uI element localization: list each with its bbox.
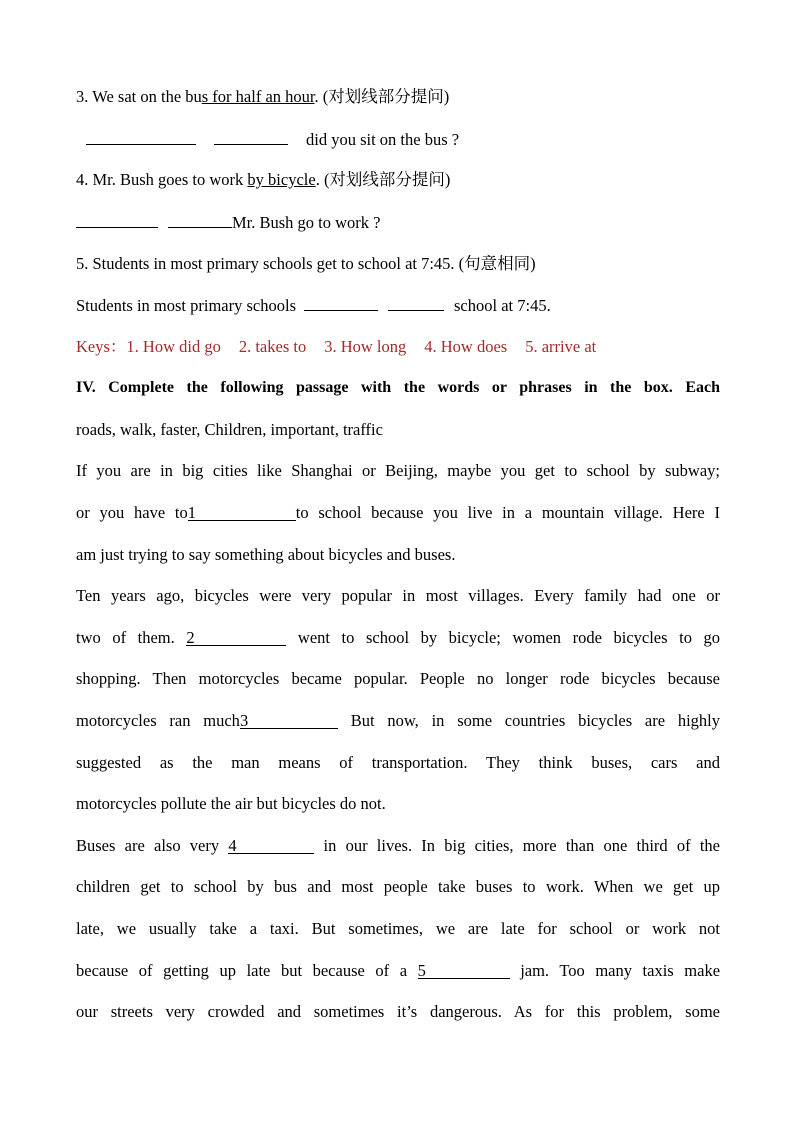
question-4-underlined: by bicycle (247, 170, 316, 189)
answer-keys (76, 336, 596, 358)
passage-line: suggested as the man means of transportation. They think buses, cars and (76, 753, 720, 772)
answer-blank[interactable] (86, 128, 196, 145)
answer-blank[interactable] (304, 294, 378, 311)
passage-line: our streets very crowded and sometimes it’s dangerous. As for this problem, some (76, 1002, 720, 1021)
question-4-text: 4. Mr. Bush goes to work (76, 170, 248, 189)
answer-blank[interactable] (168, 211, 232, 228)
question-3-instruction: . (对划线部分提问) (314, 87, 450, 106)
passage-blank-2[interactable]: 2 (186, 629, 286, 646)
question-3-underlined: s for half an hour (201, 87, 315, 106)
passage-text: But now, in some countries bicycles are highly (350, 711, 720, 730)
answer-blank[interactable] (214, 128, 288, 145)
passage-line (76, 710, 720, 732)
passage-text: Buses are also very (76, 836, 220, 855)
passage-line: children get to school by bus and most people take buses to work. When we get up (76, 877, 720, 896)
passage-text: in our lives. In big cities, more than one third of the (323, 836, 721, 855)
passage-line: motorcycles pollute the air but bicycles do not. (76, 794, 386, 813)
passage-text: because of getting up late but because of a (76, 961, 408, 980)
key-item: 5. arrive at (525, 337, 597, 356)
passage-text: went to school by bicycle; women rode bicycles to go (297, 628, 721, 647)
key-item: 2. takes to (238, 337, 307, 356)
question-4-answer (76, 211, 381, 234)
question-5 (76, 253, 536, 275)
passage-line (76, 835, 720, 857)
passage-blank-1[interactable]: 1 (188, 504, 296, 521)
question-5-answer (76, 294, 551, 317)
question-5-answer-tail: school at 7:45. (454, 296, 551, 315)
passage-line: If you are in big cities like Shanghai or Beijing, maybe you get to school by subway; (76, 461, 720, 480)
section-4-heading: IV. Complete the following passage with the words or phrases in the box. Each (76, 379, 720, 396)
question-3 (76, 86, 449, 108)
passage-text: motorcycles ran much (76, 711, 240, 730)
passage-line: Ten years ago, bicycles were very popular in most villages. Every family had one or (76, 586, 720, 605)
passage-line: am just trying to say something about bicycles and buses. (76, 545, 456, 564)
question-3-answer-text: did you sit on the bus ? (306, 130, 460, 149)
question-5-text: 5. Students in most primary schools get to school at 7:45. (句意相同) (76, 254, 536, 273)
key-item: 1. How did go (126, 337, 221, 356)
answer-blank[interactable] (76, 211, 158, 228)
word-box: roads, walk, faster, Children, important, traffic (76, 420, 383, 439)
question-4-instruction: . (对划线部分提问) (315, 170, 451, 189)
passage-text: to school because you live in a mountain village. Here I (295, 503, 720, 522)
key-item: 3. How long (324, 337, 407, 356)
question-4 (76, 169, 450, 191)
answer-blank[interactable] (388, 294, 444, 311)
passage-blank-5[interactable]: 5 (418, 962, 510, 979)
passage-line (76, 502, 720, 524)
passage-blank-4[interactable]: 4 (228, 837, 314, 854)
key-item: 4. How does (424, 337, 508, 356)
passage-line (76, 960, 720, 982)
passage-text: or you have to (76, 503, 188, 522)
question-5-answer-head: Students in most primary schools (76, 296, 296, 315)
passage-line: shopping. Then motorcycles became popular. People no longer rode bicycles because (76, 669, 720, 688)
question-3-text: 3. We sat on the bu (76, 87, 202, 106)
question-3-answer (86, 128, 459, 151)
question-4-answer-text: Mr. Bush go to work ? (232, 213, 381, 232)
passage-text: jam. Too many taxis make (520, 961, 721, 980)
passage-line (76, 627, 720, 649)
passage-text: two of them. (76, 628, 175, 647)
passage-blank-3[interactable]: 3 (240, 712, 338, 729)
keys-label: Keys： (76, 337, 127, 356)
passage-line: late, we usually take a taxi. But sometimes, we are late for school or work not (76, 919, 720, 938)
